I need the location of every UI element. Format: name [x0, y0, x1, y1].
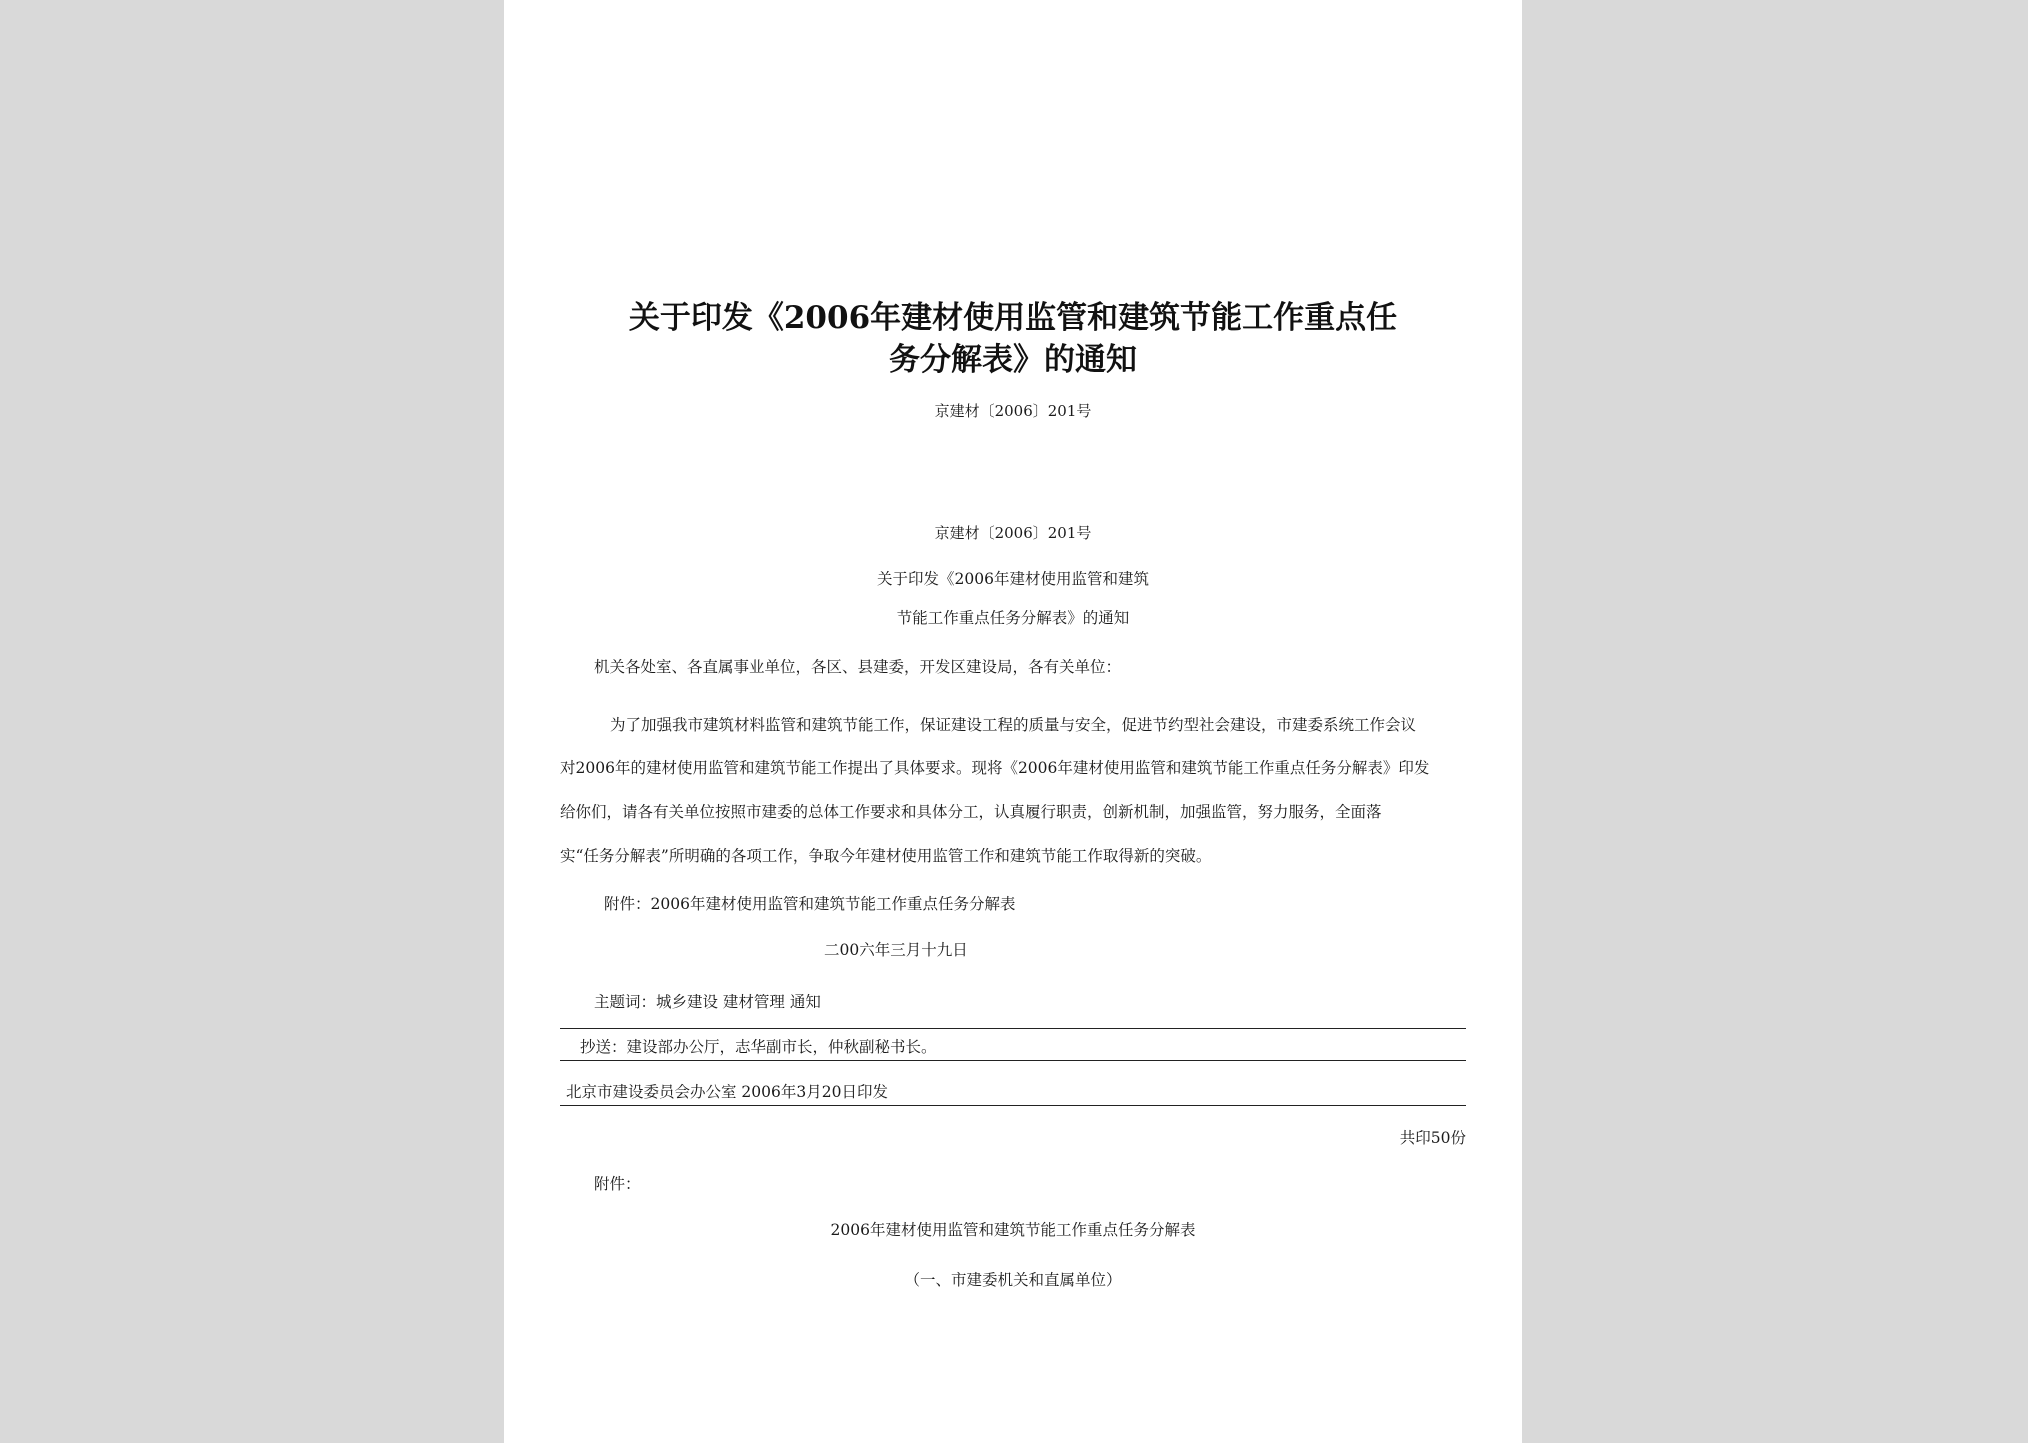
copies-count: 共印50份 [1399, 1129, 1466, 1147]
subtitle-line-1: 关于印发《2006年建材使用监管和建筑 [877, 570, 1149, 588]
issuer-line: 北京市建设委员会办公室 2006年3月20日印发 [566, 1083, 888, 1101]
divider [560, 1060, 1466, 1061]
addressee: 机关各处室、各直属事业单位，各区、县建委，开发区建设局，各有关单位： [594, 658, 1122, 676]
doc-number-body: 京建材〔2006〕201号 [934, 524, 1092, 542]
document-title-line-2: 务分解表》的通知 [889, 342, 1137, 378]
document-page [504, 0, 1522, 1443]
doc-number-top: 京建材〔2006〕201号 [934, 402, 1092, 420]
attachment-label: 附件： [594, 1175, 641, 1193]
divider [560, 1105, 1466, 1106]
attachment-line: 附件：2006年建材使用监管和建筑节能工作重点任务分解表 [604, 895, 1016, 913]
paragraph-line: 给你们，请各有关单位按照市建委的总体工作要求和具体分工，认真履行职责，创新机制，加强监管，努力服务，全面落 [560, 803, 1382, 821]
paragraph-line: 实“任务分解表”所明确的各项工作，争取今年建材使用监管工作和建筑节能工作取得新的突破。 [560, 847, 1212, 865]
document-date: 二00六年三月十九日 [824, 941, 968, 959]
divider [560, 1028, 1466, 1029]
paragraph-line: 为了加强我市建筑材料监管和建筑节能工作，保证建设工程的质量与安全，促进节约型社会建设，市建委系统工作会议 [610, 716, 1417, 734]
cc-line: 抄送：建设部办公厅，志华副市长，仲秋副秘书长。 [580, 1038, 937, 1056]
table-title: 2006年建材使用监管和建筑节能工作重点任务分解表 [830, 1221, 1196, 1239]
document-title-line-1: 关于印发《2006年建材使用监管和建筑节能工作重点任 [628, 300, 1398, 336]
section-heading: （一、市建委机关和直属单位） [904, 1271, 1122, 1289]
paragraph-line: 对2006年的建材使用监管和建筑节能工作提出了具体要求。现将《2006年建材使用监管和建筑节能工作重点任务分解表》印发 [560, 759, 1430, 777]
subtitle-line-2: 节能工作重点任务分解表》的通知 [896, 609, 1130, 627]
keywords: 主题词：城乡建设 建材管理 通知 [594, 993, 821, 1011]
